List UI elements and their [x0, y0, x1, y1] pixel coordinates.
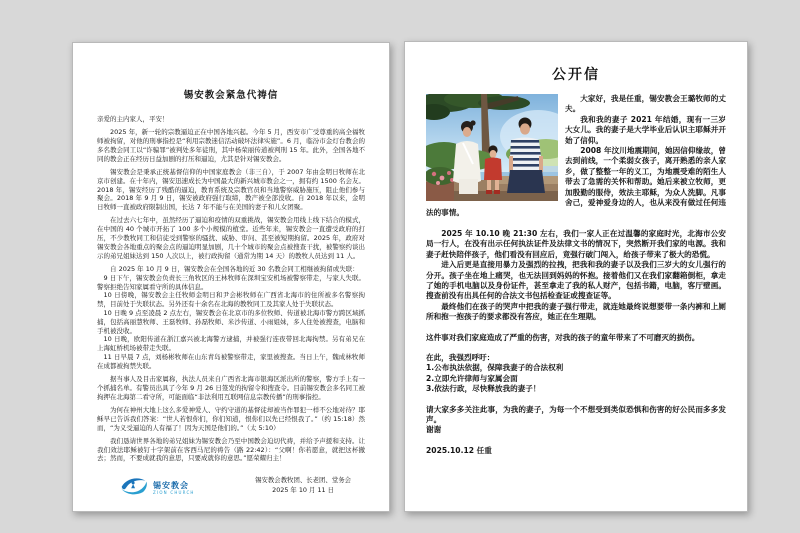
paragraph: 最终他们在孩子的哭声中把我的妻子强行带走，就连她最终说想要带一条内裤和上厕所和抱一抱孩子的要求都没有答应，她正在生理期。 — [426, 301, 726, 322]
prayer-letter-footer — [97, 475, 365, 501]
zion-logo-name-cn: 锡安教会 — [153, 481, 189, 491]
signature-date: 2025 年 10 月 11 日 — [272, 486, 334, 495]
paragraph: 在过去六七年中，虽然经历了逼迫和疫情的双重挑战，锡安教会用线上线下结合的模式，在中国的 40 个城市开拓了 100 多个小规模的植堂。近些年来，锡安教会一直遭受政府的打压，不少教牧同工和信徒受到警察的骚扰、威胁、审问、甚至被短期拘留。2025 年，政府对锡安教会各地重点的聚会点的逼迫明显加剧，几十个城市的聚会点被搜查干扰，被警察约谈出示的弟兄姐妹达到 150 人次以上，被行政拘留（通常为期 14 天）的教牧人员达到 11 人。 — [97, 216, 365, 260]
paragraph: 大家好，我是任重，锡安教会王璐牧师的丈夫。 — [565, 94, 726, 114]
open-letter-title: 公开信 — [552, 67, 600, 83]
open-letter-page — [404, 41, 748, 512]
paragraph: 2025 年 10.10 晚 21:30 左右，我们一家人正在过温馨的家庭时光，北海市公安局一行人，在没有出示任何执法证件及法律文书的情况下，突然断开我们家的电源。我和妻子赶快陪伴孩子，他们看没有回应后，竟强行破门闯入，给孩子带来了极大的恐慌。 — [426, 228, 726, 259]
appeal-item: 3.依法行政，尽快释放我的妻子！ — [426, 384, 541, 394]
paragraph: 自 2025 年 10 月 9 日，锡安教会在全国各地的近 30 名教会同工相继被拘留或失联： — [110, 264, 359, 273]
zion-logo-text — [153, 481, 195, 495]
appeal-item: 1.公布执法依据，保障我妻子的合法权利 — [426, 363, 564, 373]
incident-line: 9 日下午，锡安教会负责长三角牧区的王林牧师在深圳宝安机场被警察带走，与家人失联。警察拒绝告知家属看守所的具体信息。 — [97, 273, 365, 291]
paragraph: 我和我的妻子 2021 年结婚，现有一三岁大女儿。我的妻子是大学毕业后认识主耶稣并开始了信仰。 — [565, 114, 726, 145]
incident-line: 11 日早晨 7 点，刘杨彬牧师在山东青岛被警察带走，家里被搜查。当日上午，魏成林牧师在成都被拘禁失联。 — [97, 352, 365, 370]
appeal-item: 2.立即允许律师与家属会面 — [426, 373, 518, 383]
paragraph: 2008 年汶川地震期间，她因信仰缘故，曾去到前线，一个柔弱女孩子，离开熟悉的亲人家乡，做了整整一年的义工，为地震受难的陌生人带去了急需的关怀和帮助。她后来被立牧师，更加殷勤的服侍，效法主耶稣，为众人洗脚。凡事舍己，爱神爱身边的人，也从来没有做过任何违法的事情。 — [426, 146, 726, 218]
paragraph: 这件事对我们家庭造成了严重的伤害，对我的孩子的童年带来了不可磨灭的损伤。 — [426, 332, 700, 342]
incident-line: 10 日晚 9 点至凌晨 2 点左右，锡安教会在北京市的多位牧师、传道被北海市警方跨区域抓捕，包括高丽慧牧师、王磊牧师、孙磊牧师、米沙传道、小雨姐妹，多人住处被搜查，电脑和手机被没收。 — [97, 308, 365, 335]
paragraph: 我们恳请世界各地的弟兄姐妹为锡安教会乃至中国教会迫切代祷，并给予声援和支持。让我们效法耶稣被钉十字架前在客西马尼的祷告（路 22:42）：“父啊！你若愿意，就把这杯撤去；然而，不要成就我的意思，只要成就你的意思。”愿荣耀归主！ — [97, 436, 365, 463]
open-letter-body — [426, 94, 726, 456]
paragraph: 为何在神州大地上这么多爱神爱人、守约守道的基督徒却被当作罪犯一样不公地对待？耶稣早已告诉我们答案：“世人若恨你们，你们知道，恨你们以先已经恨我了。”（约 15:18）然而，“为义受逼迫的人有福了！因为天国是他们的。”（太 5:10） — [97, 405, 365, 432]
zion-logo-name-en: ZION CHURCH — [153, 490, 195, 496]
incident-line: 10 日晚，欧阳传道在浙江嘉兴被北海警方逮捕，并被强行连夜带回北海拘禁。另有弟兄在上海虹桥机场被带走失联。 — [97, 335, 365, 353]
thanks-line: 谢谢 — [426, 425, 442, 435]
paragraph: 进入后更是直接用暴力及强烈的拉拽，把我和我的妻子以及我们三岁大的女儿强行的分开。孩子坐在地上痛哭，也无法回到妈妈的怀抱。接着他们又在我们家翻箱倒柜，拿走了她的手机电脑以及身份证件，甚至拿走了我的私人财产，包括书籍，电脑，客厅壁画。搜查前没有出具任何的合法文书包括检查证或搜查证等。 — [426, 260, 726, 301]
closing-paragraph: 请大家多多关注此事，为我的妻子，为每一个不想受到类似恐惧和伤害的好公民而多多发声。 — [426, 404, 726, 424]
prayer-letter-title: 锡安教会紧急代祷信 — [183, 90, 279, 101]
paragraph: 锡安教会是秉承正统基督信仰的中国家庭教会（非三自），于 2007 年由金明日牧师在北京市创建。在十年内，锡安迅速成长为中国最大的新兴城市教会之一，拥有约 1500 名会友。2018 年，锡安经历了残酷的逼迫，教育系统及宗教官员和当地警察威胁施压，阻止他们参与聚会。2018 年 9 月 9 日，锡安被政府强行取缔，教产被全部没收。自 2018 年以来，金明日牧师一直被政府限制出国，长达 7 年不能与在美国的妻子和儿女团聚。 — [97, 167, 365, 212]
family-photo — [426, 94, 558, 201]
prayer-letter-body — [97, 115, 365, 463]
paragraph: 据当事人及目击家属称，执法人员来自广西省北海市银海区派出所的警察，警方手上有一个抓捕名单。有警员出具了今年 9 月 26 日签发的拘留令和搜查令。目前锡安教会多名同工被拘押在北海第二看守所，可能面临“非法利用互联网信息宗教传播”的刑事指控。 — [97, 375, 365, 401]
greeting-line: 亲爱的主内家人，平安！ — [97, 115, 169, 123]
paragraph: 2025 年，新一轮的宗教逼迫正在中国各地兴起。今年 5 月，西安市广受尊重的高全福牧师被拘留，对他的刑事指控是“利用宗教迷信活动破坏法律实施”。6 月，临汾市金灯台教会的多名教会同工以“诈骗罪”被判处多年徒刑，其中杨荣丽传道被判刑 15 年。此外，全国各地不同的教会正在经历日益加剧的打压和逼迫，尤其是针对锡安教会。 — [97, 128, 365, 163]
appeal-heading: 在此，我强烈呼吁： — [426, 352, 495, 362]
prayer-letter-page — [72, 42, 390, 512]
incident-line: 10 日傍晚，锡安教会主任牧师金明日和尹会彬牧师在广西省北海市的住所被多名警察拘禁，目前处于失联状态。另外还有十余名在北海的教牧同工及其家人处于失联状态。 — [97, 291, 365, 309]
signature-block — [255, 475, 351, 495]
signature-committee: 锡安教会教牧团、长老团、堂务会 — [255, 476, 351, 485]
zion-church-logo — [119, 475, 195, 501]
date-signature: 2025.10.12 任重 — [426, 445, 492, 455]
zion-swirl-icon — [119, 475, 149, 501]
